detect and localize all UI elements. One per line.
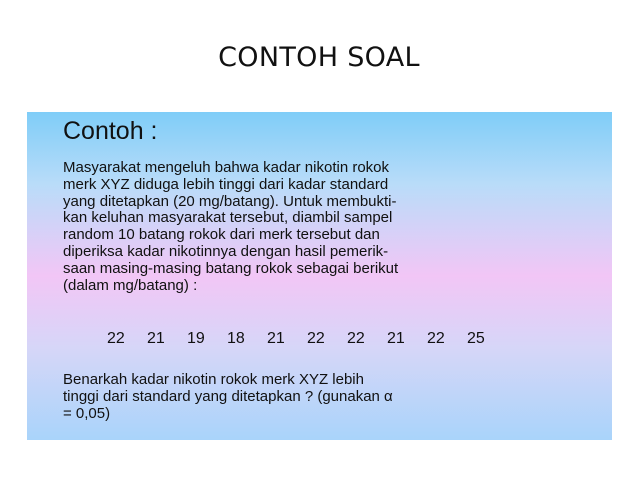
problem-statement [63,160,608,294]
sample-value: 22 [307,330,325,347]
slide-title: CONTOH SOAL [218,42,420,73]
sample-values [107,330,507,348]
sample-value: 22 [427,330,445,347]
problem-line: merk XYZ diduga lebih tinggi dari kadar standard [63,175,389,193]
problem-line: diperiksa kadar nikotinnya dengan hasil pemerik- [63,242,389,260]
example-panel [27,112,612,440]
sample-value: 19 [187,330,205,347]
sample-value: 22 [347,330,365,347]
problem-line: kan keluhan masyarakat tersebut, diambil sampel [63,209,393,227]
sample-value: 21 [147,330,165,347]
problem-line: random 10 batang rokok dari merk tersebut dan [63,226,380,244]
question-line: = 0,05) [63,404,111,422]
problem-line: saan masing-masing batang rokok sebagai berikut [63,259,399,277]
sample-value: 25 [467,330,485,347]
problem-line: yang ditetapkan (20 mg/batang). Untuk membukti- [63,192,397,210]
sample-value: 18 [227,330,245,347]
sample-value: 21 [267,330,285,347]
problem-line: (dalam mg/batang) : [63,276,198,294]
sample-value: 21 [387,330,405,347]
example-heading: Contoh : [63,117,158,145]
problem-line: Masyarakat mengeluh bahwa kadar nikotin rokok [63,159,390,176]
question-line: Benarkah kadar nikotin rokok merk XYZ lebih [63,371,364,388]
sample-value: 22 [107,330,125,347]
question-line: tinggi dari standard yang ditetapkan ? (gunakan α [63,387,393,405]
question-text [63,372,608,422]
